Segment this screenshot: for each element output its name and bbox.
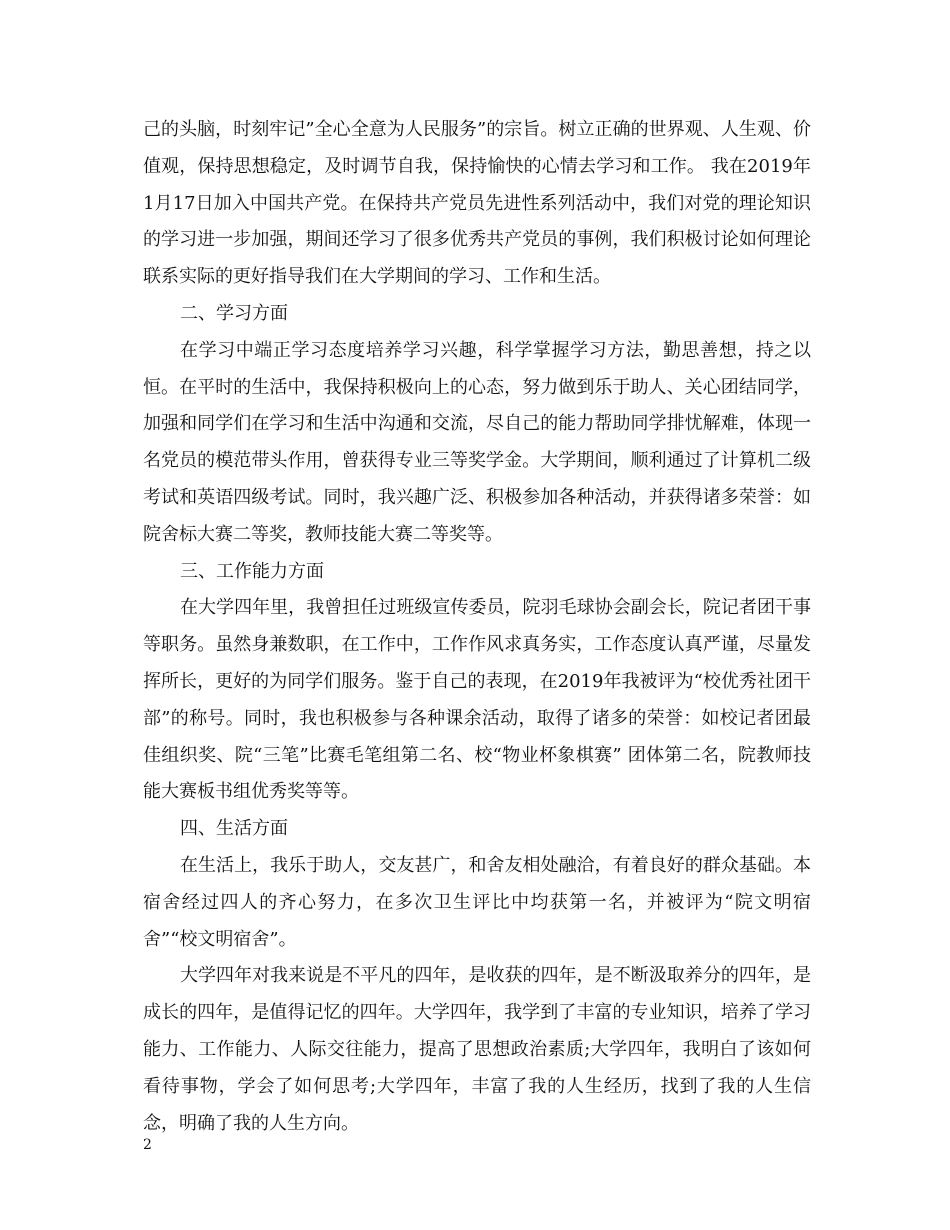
paragraph-party-membership: 己的头脑，时刻牢记”全心全意为人民服务”的宗旨。树立正确的世界观、人生观、价值观，保持思想稳定，及时调节自我，保持愉快的心情去学习和工作。 我在2019年1月17日加入中国共产党。在保持共产党员先进性系列活动中，我们对党的理论知识的学习进一步加强，期间还学习了很多优秀共产党员的事例，我们积极讨论如何理论联系实际的更好指导我们在大学期间的学习、工作和生活。: [143, 119, 811, 288]
paragraph-study: 在学习中端正学习态度培养学习兴趣，科学掌握学习方法，勤思善想，持之以恒。在平时的生活中，我保持积极向上的心态，努力做到乐于助人、关心团结同学，加强和同学们在学习和生活中沟通和交流，尽自己的能力帮助同学排忧解难，体现一名党员的模范带头作用，曾获得专业三等奖学金。大学期间，顺利通过了计算机二级考试和英语四级考试。同时，我兴趣广泛、积极参加各种活动，并获得诸多荣誉：如院舍标大赛二等奖，教师技能大赛二等奖等。: [143, 339, 811, 545]
section-heading-life: 四、生活方面: [180, 818, 288, 840]
section-heading-study: 二、学习方面: [180, 302, 288, 324]
document-body: [143, 112, 811, 1142]
section-heading-work-ability: 三、工作能力方面: [180, 560, 324, 582]
paragraph-life: 在生活上，我乐于助人，交友甚广，和舍友相处融洽，有着良好的群众基础。本宿舍经过四人的齐心努力，在多次卫生评比中均获第一名，并被评为“院文明宿舍”“校文明宿舍”。: [143, 854, 811, 950]
paragraph-work-ability: 在大学四年里，我曾担任过班级宣传委员，院羽毛球协会副会长，院记者团干事等职务。虽然身兼数职，在工作中，工作作风求真务实，工作态度认真严谨，尽量发挥所长，更好的为同学们服务。鉴于自己的表现，在2019年我被评为“校优秀社团干部”的称号。同时，我也积极参与各种课余活动，取得了诸多的荣誉：如校记者团最佳组织奖、院“三笔”比赛毛笔组第二名、校“物业杯象棋赛” 团体第二名，院教师技能大赛板书组优秀奖等等。: [143, 597, 811, 803]
paragraph-conclusion: 大学四年对我来说是不平凡的四年，是收获的四年，是不断汲取养分的四年，是成长的四年，是值得记忆的四年。大学四年，我学到了丰富的专业知识，培养了学习能力、工作能力、人际交往能力，提高了思想政治素质;大学四年，我明白了该如何看待事物，学会了如何思考;大学四年，丰富了我的人生经历，找到了我的人生信念，明确了我的人生方向。: [143, 965, 811, 1134]
page-number: 2: [143, 1137, 152, 1153]
